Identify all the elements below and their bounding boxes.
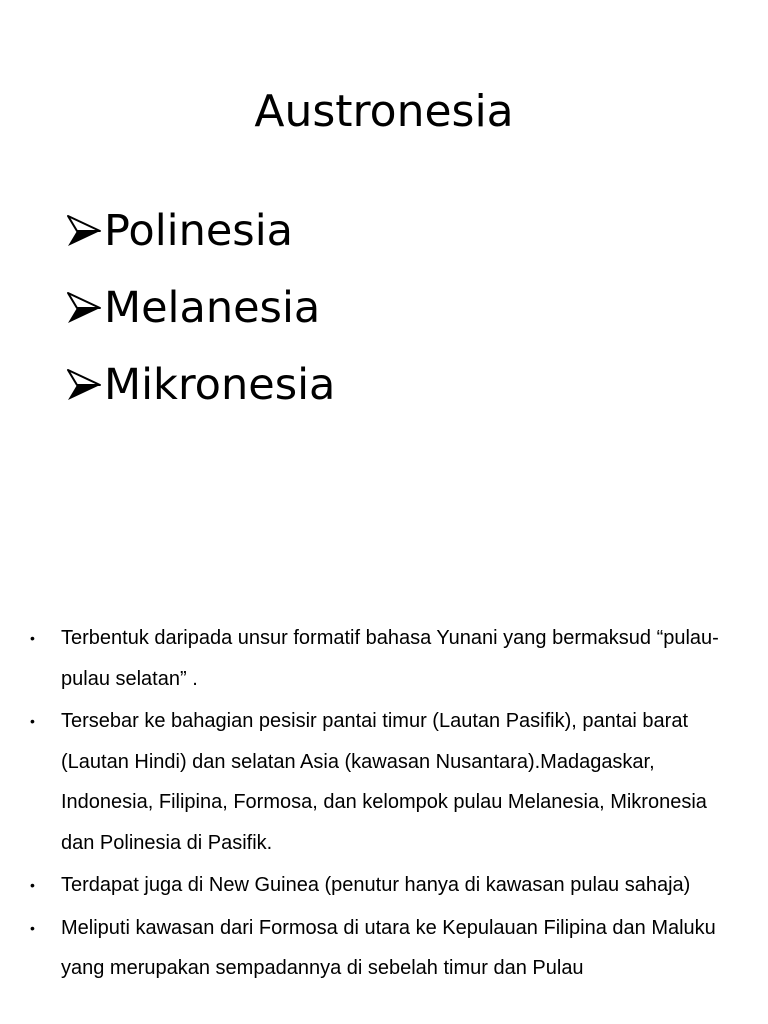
slide-title: Austronesia — [254, 86, 514, 137]
note-text: Tersebar ke bahagian pesisir pantai timur (Lautan Pasifik), pantai barat (Lautan Hindi) dan selatan Asia (kawasan Nusantara).Madagaskar, Indonesia, Filipina, Formosa, dan kelompok pulau Melanesia, Mikronesia dan Polinesia di Pasifik. — [61, 710, 707, 854]
note-text: Terdapat juga di New Guinea (penutur hanya di kawasan pulau sahaja) — [61, 874, 691, 896]
note-text: Meliputi kawasan dari Formosa di utara ke Kepulauan Filipina dan Maluku yang merupakan sempadannya di sebelah timur dan Pulau — [61, 916, 716, 979]
note-text: Terbentuk daripada unsur formatif bahasa Yunani yang bermaksud “pulau-pulau selatan” . — [61, 627, 719, 690]
list-item — [30, 908, 740, 989]
region-label: Polinesia — [104, 205, 294, 256]
bullet-dot-icon: • — [30, 713, 35, 729]
arrowhead-bullet-icon — [66, 213, 102, 249]
region-item-mikronesia — [66, 346, 335, 423]
bullet-dot-icon: • — [30, 877, 35, 893]
arrowhead-bullet-icon — [66, 367, 102, 403]
list-item — [30, 701, 740, 863]
region-item-melanesia — [66, 269, 335, 346]
bullet-dot-icon: • — [30, 919, 35, 936]
notes-list — [30, 618, 740, 991]
region-list — [66, 192, 335, 423]
arrowhead-bullet-icon — [66, 290, 102, 326]
region-label: Mikronesia — [104, 359, 336, 410]
list-item — [30, 865, 740, 906]
region-label: Melanesia — [104, 282, 321, 333]
region-item-polinesia — [66, 192, 335, 269]
list-item — [30, 618, 740, 699]
bullet-dot-icon: • — [30, 630, 35, 646]
